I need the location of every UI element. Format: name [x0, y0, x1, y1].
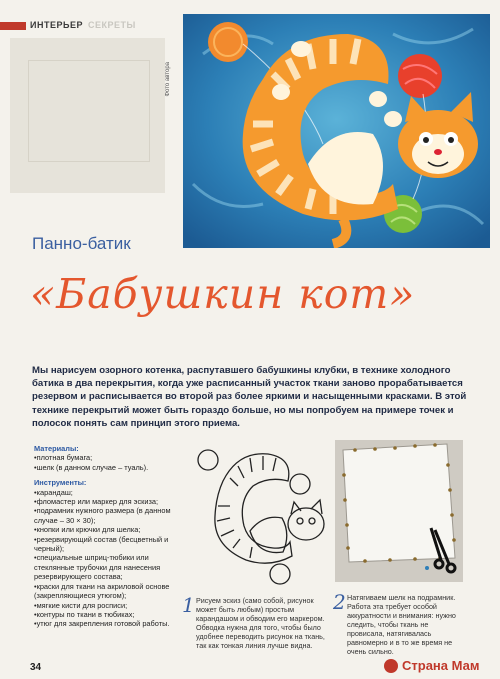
section-label: ИНТЕРЬЕР [30, 20, 83, 30]
article-title-block [30, 270, 460, 340]
materials-list [34, 453, 182, 472]
list-item: • подрамник нужного размера (в данном случае – 30 × 30); [34, 506, 182, 525]
list-item: • мягкие кисти для росписи; [34, 601, 182, 610]
step-number: 2 [333, 590, 346, 614]
list-item: • карандаш; [34, 488, 182, 497]
facing-page-frame [28, 60, 150, 162]
materials-heading: Материалы: [34, 444, 79, 453]
step-caption: Натягиваем шелк на подрамник. Работа эта требует особой аккуратности и внимания: нужно следить, чтобы ткань не провисала, натягивалась равномерно и в то же время не очень сильно. [347, 593, 456, 656]
sketch-figure [188, 446, 328, 591]
tools-heading: Инструменты: [34, 478, 87, 488]
list-item: • шелк (в данном случае – туаль). [34, 463, 182, 472]
photo-credit: Фото автора [165, 62, 171, 97]
materials-sidebar [34, 444, 182, 635]
intro-paragraph: Мы нарисуем озорного котенка, распутавшего бабушкины клубки, в технике холодного батика в два перекрытия, когда уже расписанный участок ткани заново прорабатывается резервом и расписывается во второй раз более яркими и насыщенными красками. В этой технике перекрытий может быть гораздо больше, но мы попробуем на примере точек и полосок понять сам принцип этого приема. [32, 365, 467, 429]
tools-list [34, 488, 182, 629]
section-ghost-label: СЕКРЕТЫ [88, 20, 136, 30]
step-number: 1 [182, 593, 195, 617]
batik-cat-artwork [183, 14, 490, 248]
page-number: 34 [30, 662, 42, 673]
article-subtitle: Панно-батик [32, 234, 131, 253]
list-item: • утюг для закрепления готовой работы. [34, 619, 182, 628]
watermark-logo [382, 654, 482, 676]
list-item: • кнопки или крючки для шелка; [34, 525, 182, 534]
step-caption: Рисуем эскиз (само собой, рисунок может быть любым) простым карандашом и обводим его маркером. Обводка нужна для того, чтобы было удобнее переводить рисунок на ткань, так как тонкая линия лучше видна. [196, 596, 325, 650]
svg-text:Страна Мам: Страна Мам [402, 658, 480, 673]
list-item: • краски для ткани на акриловой основе (закрепляющиеся утюгом); [34, 582, 182, 601]
list-item: • контуры по ткани в тюбиках; [34, 610, 182, 619]
list-item: • плотная бумага; [34, 453, 182, 462]
stretched-silk-photo [335, 440, 463, 582]
list-item: • специальные шприц-тюбики или стеклянные трубочки для нанесения резервирующего состава; [34, 553, 182, 581]
article-title: «Бабушкин кот» [30, 270, 416, 318]
list-item: • резервирующий состав (бесцветный и черный); [34, 535, 182, 554]
list-item: • фломастер или маркер для эскиза; [34, 497, 182, 506]
